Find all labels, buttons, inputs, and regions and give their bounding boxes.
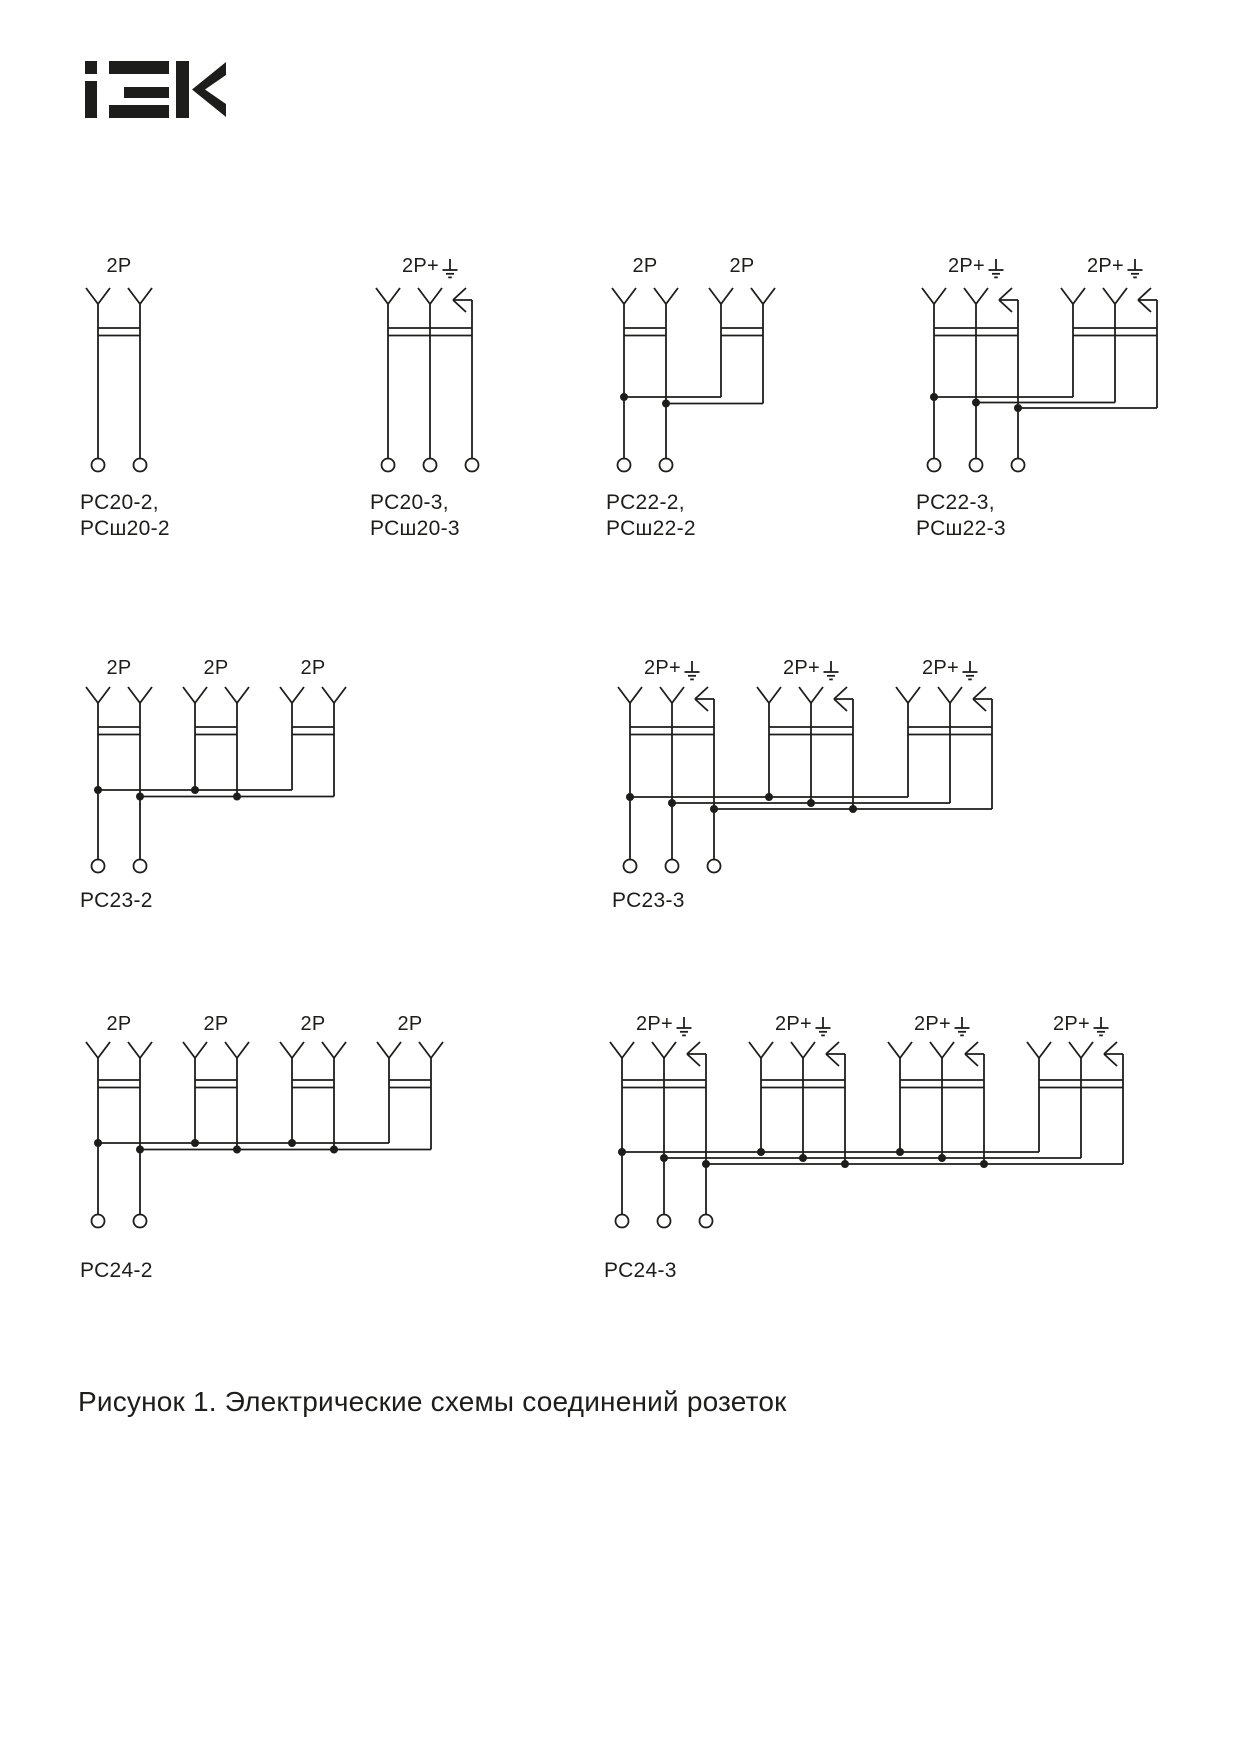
pole-label — [687, 253, 797, 279]
fork-contact-icon — [749, 1042, 761, 1058]
pole-count-text: 2P+ — [913, 1012, 952, 1035]
pole-count-text: 2P — [300, 656, 326, 679]
pole-label — [609, 1011, 719, 1037]
fork-contact-icon — [86, 288, 98, 304]
socket-symbol — [610, 1042, 713, 1228]
pole-label — [921, 253, 1031, 279]
fork-contact-icon — [98, 1042, 110, 1058]
terminal — [466, 459, 479, 472]
fork-contact-icon — [652, 1042, 664, 1058]
fork-contact-icon — [128, 687, 140, 703]
fork-contact-icon — [140, 1042, 152, 1058]
fork-contact-icon — [292, 687, 304, 703]
earth-contact-icon — [834, 687, 847, 699]
terminal — [700, 1215, 713, 1228]
diagram-label-PC23-3 — [612, 888, 685, 914]
fork-contact-icon — [630, 687, 642, 703]
fork-contact-icon — [664, 1042, 676, 1058]
pole-label — [748, 1011, 858, 1037]
fork-contact-icon — [195, 687, 207, 703]
pole-label — [617, 655, 727, 681]
diagram-PC20-2 — [86, 288, 152, 472]
terminal — [92, 1215, 105, 1228]
diagram-label-line: РСш20-3 — [370, 517, 460, 540]
diagram-label-PC20-3 — [370, 490, 460, 542]
fork-contact-icon — [930, 1042, 942, 1058]
fork-contact-icon — [334, 687, 346, 703]
fork-contact-icon — [896, 687, 908, 703]
terminal — [134, 860, 147, 873]
earth-contact-icon — [695, 699, 708, 711]
fork-contact-icon — [334, 1042, 346, 1058]
fork-contact-icon — [225, 687, 237, 703]
fork-contact-icon — [654, 288, 666, 304]
fork-contact-icon — [660, 687, 672, 703]
pole-label — [756, 655, 866, 681]
socket-symbol — [280, 1042, 346, 1154]
fork-contact-icon — [922, 288, 934, 304]
diagram-label-line: РС22-2, — [606, 491, 685, 514]
terminal — [382, 459, 395, 472]
fork-contact-icon — [1103, 288, 1115, 304]
fork-contact-icon — [934, 288, 946, 304]
terminal — [618, 459, 631, 472]
earth-contact-icon — [687, 1042, 700, 1054]
terminal — [134, 1215, 147, 1228]
earth-contact-icon — [453, 300, 466, 312]
pole-label — [355, 1011, 465, 1037]
diagram-label-PC22-2 — [606, 490, 696, 542]
earth-contact-icon — [826, 1042, 839, 1054]
diagram-label-PC20-2 — [80, 490, 170, 542]
pole-label — [895, 655, 1005, 681]
pole-label — [1026, 1011, 1136, 1037]
fork-contact-icon — [938, 687, 950, 703]
diagram-PC24-3 — [610, 1042, 1123, 1228]
pole-label — [64, 1011, 174, 1037]
fork-contact-icon — [1039, 1042, 1051, 1058]
pole-label — [1060, 253, 1170, 279]
socket-symbol — [377, 1042, 443, 1150]
earth-ground-icon — [684, 660, 700, 681]
terminal — [616, 1215, 629, 1228]
pole-count-text: 2P+ — [643, 656, 682, 679]
pole-label — [590, 253, 700, 279]
fork-contact-icon — [791, 1042, 803, 1058]
socket-symbol — [86, 1042, 152, 1228]
socket-symbol — [896, 687, 992, 809]
fork-contact-icon — [964, 288, 976, 304]
terminal — [134, 459, 147, 472]
earth-ground-icon — [815, 1016, 831, 1037]
fork-contact-icon — [622, 1042, 634, 1058]
fork-contact-icon — [98, 687, 110, 703]
diagram-label-line: РСш22-2 — [606, 517, 696, 540]
fork-contact-icon — [183, 687, 195, 703]
socket-symbol — [618, 687, 721, 873]
diagram-PC23-3 — [618, 687, 992, 873]
fork-contact-icon — [803, 1042, 815, 1058]
earth-contact-icon — [453, 288, 466, 300]
diagram-PC22-2 — [612, 288, 775, 472]
diagram-label-line: РСш22-3 — [916, 517, 1006, 540]
diagram-label-PC23-2 — [80, 888, 153, 914]
fork-contact-icon — [618, 687, 630, 703]
socket-symbol — [86, 288, 152, 472]
pole-count-text: 2P+ — [635, 1012, 674, 1035]
pole-count-text: 2P+ — [1052, 1012, 1091, 1035]
earth-contact-icon — [695, 687, 708, 699]
terminal — [92, 459, 105, 472]
fork-contact-icon — [237, 1042, 249, 1058]
earth-ground-icon — [988, 258, 1004, 279]
fork-contact-icon — [195, 1042, 207, 1058]
fork-contact-icon — [709, 288, 721, 304]
diagram-PC23-2 — [86, 687, 346, 873]
socket-symbol — [183, 687, 249, 801]
fork-contact-icon — [888, 1042, 900, 1058]
earth-ground-icon — [676, 1016, 692, 1037]
earth-contact-icon — [1138, 300, 1151, 312]
pole-count-text: 2P+ — [774, 1012, 813, 1035]
fork-contact-icon — [418, 288, 430, 304]
fork-contact-icon — [388, 288, 400, 304]
socket-symbol — [183, 1042, 249, 1154]
fork-contact-icon — [1027, 1042, 1039, 1058]
terminal — [658, 1215, 671, 1228]
fork-contact-icon — [1069, 1042, 1081, 1058]
fork-contact-icon — [376, 288, 388, 304]
fork-contact-icon — [237, 687, 249, 703]
pole-label — [161, 1011, 271, 1037]
fork-contact-icon — [942, 1042, 954, 1058]
pole-count-text: 2P — [632, 254, 658, 277]
fork-contact-icon — [751, 288, 763, 304]
fork-contact-icon — [721, 288, 733, 304]
fork-contact-icon — [769, 687, 781, 703]
pole-count-text: 2P+ — [1086, 254, 1125, 277]
socket-symbol — [612, 288, 678, 472]
socket-symbol — [888, 1042, 988, 1168]
fork-contact-icon — [763, 288, 775, 304]
fork-contact-icon — [908, 687, 920, 703]
earth-contact-icon — [999, 288, 1012, 300]
fork-contact-icon — [389, 1042, 401, 1058]
earth-contact-icon — [1138, 288, 1151, 300]
fork-contact-icon — [811, 687, 823, 703]
diagram-label-line: РС24-2 — [80, 1259, 153, 1282]
terminal — [424, 459, 437, 472]
diagram-PC24-2 — [86, 1042, 443, 1228]
fork-contact-icon — [377, 1042, 389, 1058]
diagram-label-PC24-2 — [80, 1258, 153, 1284]
pole-label — [258, 655, 368, 681]
pole-count-text: 2P+ — [921, 656, 960, 679]
pole-label — [375, 253, 485, 279]
diagram-label-line: РС23-2 — [80, 889, 153, 912]
socket-symbol — [1027, 1042, 1123, 1164]
pole-count-text: 2P — [203, 656, 229, 679]
pole-count-text: 2P — [300, 1012, 326, 1035]
fork-contact-icon — [280, 687, 292, 703]
fork-contact-icon — [1061, 288, 1073, 304]
pole-count-text: 2P — [106, 254, 132, 277]
fork-contact-icon — [612, 288, 624, 304]
diagram-label-line: РС23-3 — [612, 889, 685, 912]
fork-contact-icon — [799, 687, 811, 703]
socket-symbol — [709, 288, 775, 404]
diagram-label-line: РС20-3, — [370, 491, 449, 514]
fork-contact-icon — [322, 687, 334, 703]
fork-contact-icon — [86, 687, 98, 703]
pole-label — [64, 655, 174, 681]
fork-contact-icon — [761, 1042, 773, 1058]
pole-count-text: 2P — [397, 1012, 423, 1035]
socket-symbol — [86, 687, 152, 873]
earth-ground-icon — [962, 660, 978, 681]
socket-symbol — [749, 1042, 849, 1168]
diagram-PC22-3 — [922, 288, 1157, 472]
fork-contact-icon — [140, 288, 152, 304]
earth-contact-icon — [965, 1042, 978, 1054]
pole-count-text: 2P+ — [782, 656, 821, 679]
socket-symbol — [1061, 288, 1157, 408]
pole-label — [258, 1011, 368, 1037]
diagram-PC20-3 — [376, 288, 479, 472]
pole-count-text: 2P+ — [947, 254, 986, 277]
fork-contact-icon — [128, 1042, 140, 1058]
fork-contact-icon — [610, 1042, 622, 1058]
diagram-label-PC24-3 — [604, 1258, 677, 1284]
socket-symbol — [280, 687, 346, 797]
fork-contact-icon — [322, 1042, 334, 1058]
pole-count-text: 2P — [106, 656, 132, 679]
fork-contact-icon — [431, 1042, 443, 1058]
fork-contact-icon — [225, 1042, 237, 1058]
fork-contact-icon — [1081, 1042, 1093, 1058]
fork-contact-icon — [430, 288, 442, 304]
diagram-label-line: РС22-3, — [916, 491, 995, 514]
earth-contact-icon — [826, 1054, 839, 1066]
fork-contact-icon — [900, 1042, 912, 1058]
socket-symbol — [376, 288, 479, 472]
earth-contact-icon — [965, 1054, 978, 1066]
socket-symbol — [757, 687, 857, 813]
earth-contact-icon — [834, 699, 847, 711]
pole-count-text: 2P — [729, 254, 755, 277]
terminal — [970, 459, 983, 472]
fork-contact-icon — [757, 687, 769, 703]
diagram-label-line: РС24-3 — [604, 1259, 677, 1282]
earth-contact-icon — [687, 1054, 700, 1066]
earth-contact-icon — [973, 699, 986, 711]
terminal — [1012, 459, 1025, 472]
fork-contact-icon — [624, 288, 636, 304]
fork-contact-icon — [1073, 288, 1085, 304]
fork-contact-icon — [976, 288, 988, 304]
terminal — [660, 459, 673, 472]
diagram-label-line: РСш20-2 — [80, 517, 170, 540]
pole-count-text: 2P+ — [401, 254, 440, 277]
earth-ground-icon — [1093, 1016, 1109, 1037]
terminal — [666, 860, 679, 873]
fork-contact-icon — [292, 1042, 304, 1058]
terminal — [624, 860, 637, 873]
earth-ground-icon — [823, 660, 839, 681]
earth-contact-icon — [1104, 1054, 1117, 1066]
terminal — [92, 860, 105, 873]
fork-contact-icon — [666, 288, 678, 304]
diagram-label-PC22-3 — [916, 490, 1006, 542]
fork-contact-icon — [950, 687, 962, 703]
diagram-label-line: РС20-2, — [80, 491, 159, 514]
pole-label — [64, 253, 174, 279]
socket-symbol — [922, 288, 1025, 472]
fork-contact-icon — [140, 687, 152, 703]
fork-contact-icon — [672, 687, 684, 703]
pole-count-text: 2P — [106, 1012, 132, 1035]
fork-contact-icon — [183, 1042, 195, 1058]
figure-caption: Рисунок 1. Электрические схемы соединений розеток — [78, 1386, 787, 1417]
fork-contact-icon — [419, 1042, 431, 1058]
terminal — [928, 459, 941, 472]
pole-count-text: 2P — [203, 1012, 229, 1035]
earth-contact-icon — [999, 300, 1012, 312]
fork-contact-icon — [128, 288, 140, 304]
fork-contact-icon — [280, 1042, 292, 1058]
fork-contact-icon — [98, 288, 110, 304]
terminal — [708, 860, 721, 873]
pole-label — [161, 655, 271, 681]
earth-ground-icon — [954, 1016, 970, 1037]
earth-contact-icon — [973, 687, 986, 699]
fork-contact-icon — [1115, 288, 1127, 304]
earth-contact-icon — [1104, 1042, 1117, 1054]
earth-ground-icon — [1127, 258, 1143, 279]
fork-contact-icon — [86, 1042, 98, 1058]
earth-ground-icon — [442, 258, 458, 279]
pole-label — [887, 1011, 997, 1037]
